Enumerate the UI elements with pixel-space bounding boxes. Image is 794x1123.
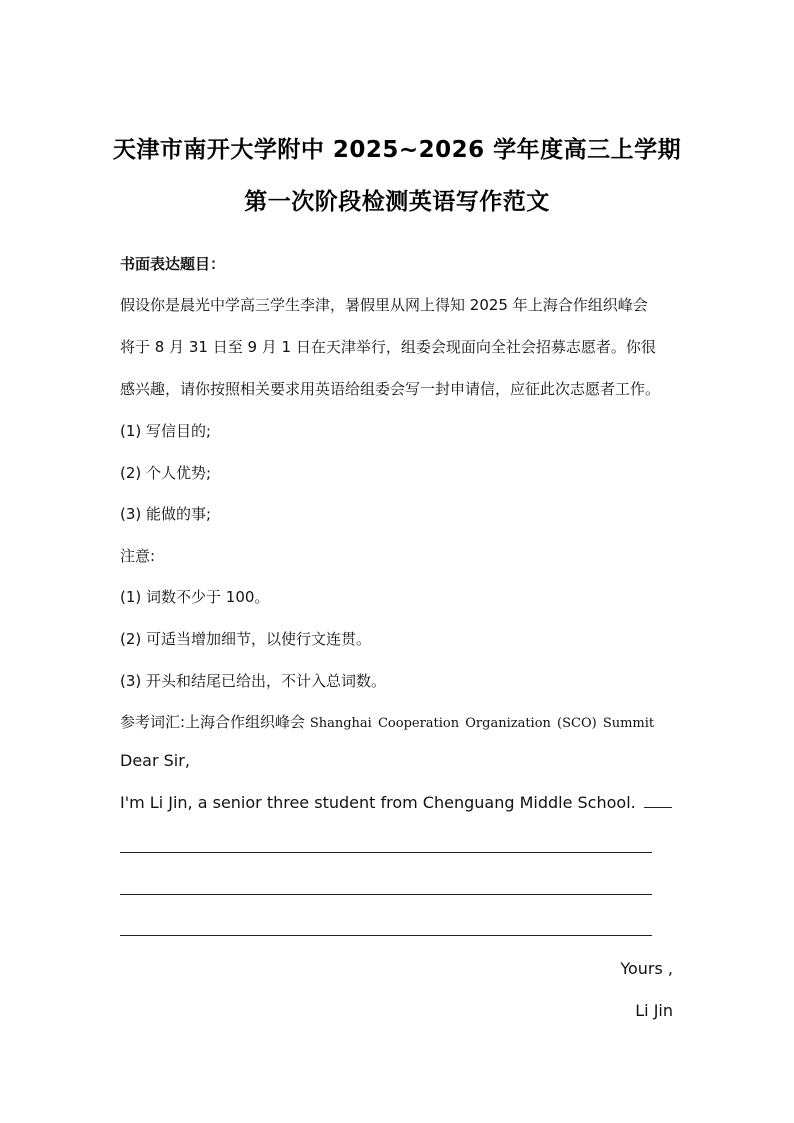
letter-signature: Li Jin [635, 1001, 673, 1020]
letter-opening-sentence: I'm Li Jin, a senior three student from Chenguang Middle School. [120, 793, 636, 812]
answer-line[interactable] [120, 894, 652, 895]
answer-blank-short[interactable] [644, 793, 672, 808]
notes-heading: 注意: [120, 547, 156, 565]
letter-opening [120, 793, 672, 812]
answer-line[interactable] [120, 935, 652, 936]
vocabulary-english: Shanghai Cooperation Organization (SCO) Summit [309, 716, 655, 731]
letter-closing: Yours , [620, 959, 673, 978]
document-title-line2: 第一次阶段检测英语写作范文 [244, 189, 550, 215]
letter-greeting: Dear Sir, [120, 751, 190, 770]
prompt-line-1: 假设你是晨光中学高三学生李津，暑假里从网上得知 2025 年上海合作组织峰会 [120, 296, 648, 314]
answer-line[interactable] [120, 852, 652, 853]
note-item: (1) 词数不少于 100。 [120, 588, 270, 606]
requirement-item: (2) 个人优势; [120, 464, 212, 482]
section-heading: 书面表达题目： [120, 255, 226, 273]
note-item: (3) 开头和结尾已给出，不计入总词数。 [120, 672, 387, 690]
document-title-line1: 天津市南开大学附中 2025~2026 学年度高三上学期 [112, 137, 682, 163]
vocabulary-reference [120, 711, 654, 732]
requirement-item: (3) 能做的事; [120, 505, 212, 523]
requirement-item: (1) 写信目的; [120, 422, 212, 440]
prompt-line-2: 将于 8 月 31 日至 9 月 1 日在天津举行，组委会现面向全社会招募志愿者。你很 [120, 338, 656, 356]
prompt-line-3: 感兴趣，请你按照相关要求用英语给组委会写一封申请信，应征此次志愿者工作。 [120, 380, 661, 398]
note-item: (2) 可适当增加细节，以使行文连贯。 [120, 630, 372, 648]
vocabulary-label: 参考词汇:上海合作组织峰会 [120, 713, 310, 731]
